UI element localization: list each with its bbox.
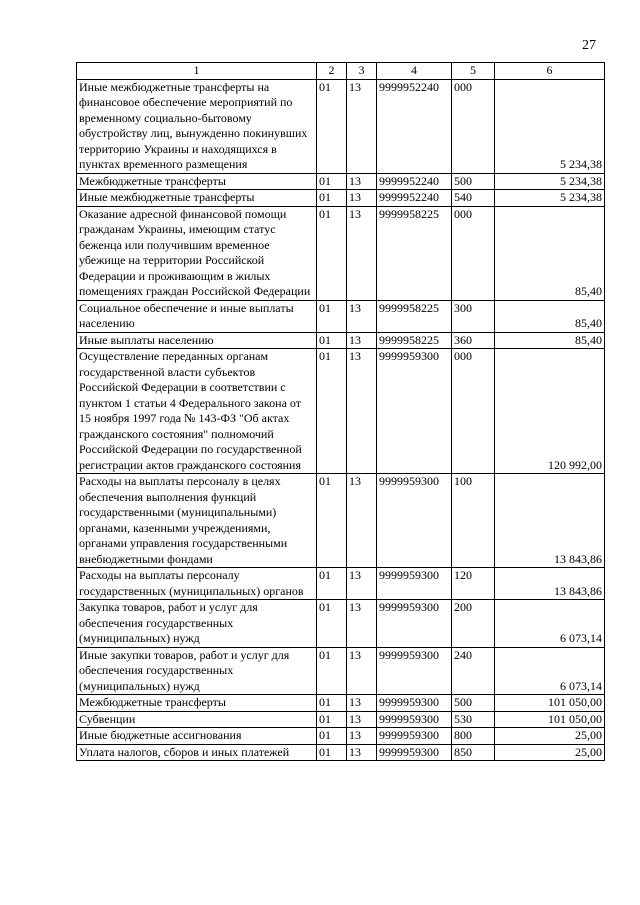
amount-cell: 120 992,00 bbox=[495, 349, 605, 474]
amount-cell: 101 050,00 bbox=[495, 711, 605, 728]
expense-type-cell: 120 bbox=[452, 568, 495, 600]
razdel-cell: 01 bbox=[317, 568, 347, 600]
table-row bbox=[77, 300, 605, 332]
budget-table bbox=[76, 62, 605, 761]
podrazdel-cell: 13 bbox=[347, 300, 377, 332]
amount-cell: 13 843,86 bbox=[495, 568, 605, 600]
name-cell: Расходы на выплаты персоналу в целях обеспечения выполнения функций государственными (муниципальными) органами, казенными учреждениями, органами управления государственными внебюджетными фондами bbox=[77, 474, 317, 568]
table-row bbox=[77, 332, 605, 349]
name-cell: Осуществление переданных органам государственной власти субъектов Российской Федерации в соответствии с пунктом 1 статьи 4 Федерального закона от 15 ноября 1997 года № 143-ФЗ "Об актах гражданского состояния" полномочий Российской Федерации по государственной регистрации актов гражданского состояния bbox=[77, 349, 317, 474]
amount-cell: 101 050,00 bbox=[495, 695, 605, 712]
target-article-cell: 9999958225 bbox=[377, 206, 452, 300]
razdel-cell: 01 bbox=[317, 728, 347, 745]
header-cell: 5 bbox=[452, 63, 495, 80]
amount-cell: 5 234,38 bbox=[495, 173, 605, 190]
expense-type-cell: 800 bbox=[452, 728, 495, 745]
table-row bbox=[77, 695, 605, 712]
table-row bbox=[77, 647, 605, 695]
table-row bbox=[77, 173, 605, 190]
razdel-cell: 01 bbox=[317, 206, 347, 300]
name-cell: Иные бюджетные ассигнования bbox=[77, 728, 317, 745]
expense-type-cell: 500 bbox=[452, 173, 495, 190]
table-row bbox=[77, 744, 605, 761]
amount-cell: 6 073,14 bbox=[495, 647, 605, 695]
amount-cell: 5 234,38 bbox=[495, 190, 605, 207]
table-row bbox=[77, 190, 605, 207]
expense-type-cell: 000 bbox=[452, 206, 495, 300]
table-row bbox=[77, 349, 605, 474]
podrazdel-cell: 13 bbox=[347, 728, 377, 745]
table-row bbox=[77, 568, 605, 600]
podrazdel-cell: 13 bbox=[347, 744, 377, 761]
razdel-cell: 01 bbox=[317, 300, 347, 332]
expense-type-cell: 300 bbox=[452, 300, 495, 332]
table-row bbox=[77, 79, 605, 173]
name-cell: Социальное обеспечение и иные выплаты населению bbox=[77, 300, 317, 332]
expense-type-cell: 200 bbox=[452, 600, 495, 648]
amount-cell: 85,40 bbox=[495, 332, 605, 349]
podrazdel-cell: 13 bbox=[347, 206, 377, 300]
name-cell: Иные закупки товаров, работ и услуг для обеспечения государственных (муниципальных) нужд bbox=[77, 647, 317, 695]
page-number: 27 bbox=[582, 38, 596, 53]
amount-cell: 85,40 bbox=[495, 300, 605, 332]
podrazdel-cell: 13 bbox=[347, 173, 377, 190]
target-article-cell: 9999952240 bbox=[377, 79, 452, 173]
target-article-cell: 9999958225 bbox=[377, 332, 452, 349]
expense-type-cell: 100 bbox=[452, 474, 495, 568]
razdel-cell: 01 bbox=[317, 79, 347, 173]
razdel-cell: 01 bbox=[317, 711, 347, 728]
header-cell: 6 bbox=[495, 63, 605, 80]
table-row bbox=[77, 711, 605, 728]
razdel-cell: 01 bbox=[317, 474, 347, 568]
name-cell: Иные выплаты населению bbox=[77, 332, 317, 349]
amount-cell: 13 843,86 bbox=[495, 474, 605, 568]
name-cell: Расходы на выплаты персоналу государственных (муниципальных) органов bbox=[77, 568, 317, 600]
header-cell: 4 bbox=[377, 63, 452, 80]
name-cell: Закупка товаров, работ и услуг для обеспечения государственных (муниципальных) нужд bbox=[77, 600, 317, 648]
expense-type-cell: 000 bbox=[452, 79, 495, 173]
amount-cell: 6 073,14 bbox=[495, 600, 605, 648]
podrazdel-cell: 13 bbox=[347, 647, 377, 695]
target-article-cell: 9999959300 bbox=[377, 744, 452, 761]
target-article-cell: 9999959300 bbox=[377, 600, 452, 648]
expense-type-cell: 530 bbox=[452, 711, 495, 728]
target-article-cell: 9999959300 bbox=[377, 711, 452, 728]
amount-cell: 85,40 bbox=[495, 206, 605, 300]
amount-cell: 25,00 bbox=[495, 744, 605, 761]
table-row bbox=[77, 206, 605, 300]
name-cell: Субвенции bbox=[77, 711, 317, 728]
expense-type-cell: 240 bbox=[452, 647, 495, 695]
target-article-cell: 9999958225 bbox=[377, 300, 452, 332]
name-cell: Межбюджетные трансферты bbox=[77, 173, 317, 190]
expense-type-cell: 850 bbox=[452, 744, 495, 761]
table-header-row bbox=[77, 63, 605, 80]
amount-cell: 5 234,38 bbox=[495, 79, 605, 173]
amount-cell: 25,00 bbox=[495, 728, 605, 745]
name-cell: Межбюджетные трансферты bbox=[77, 695, 317, 712]
table-row bbox=[77, 728, 605, 745]
header-cell: 3 bbox=[347, 63, 377, 80]
target-article-cell: 9999952240 bbox=[377, 173, 452, 190]
podrazdel-cell: 13 bbox=[347, 332, 377, 349]
header-cell: 1 bbox=[77, 63, 317, 80]
name-cell: Оказание адресной финансовой помощи гражданам Украины, имеющим статус беженца или получившим временное убежище на территории Российской Федерации и проживающим в жилых помещениях граждан Российской Федерации bbox=[77, 206, 317, 300]
razdel-cell: 01 bbox=[317, 600, 347, 648]
podrazdel-cell: 13 bbox=[347, 568, 377, 600]
expense-type-cell: 540 bbox=[452, 190, 495, 207]
target-article-cell: 9999959300 bbox=[377, 568, 452, 600]
podrazdel-cell: 13 bbox=[347, 349, 377, 474]
razdel-cell: 01 bbox=[317, 349, 347, 474]
podrazdel-cell: 13 bbox=[347, 190, 377, 207]
target-article-cell: 9999959300 bbox=[377, 647, 452, 695]
razdel-cell: 01 bbox=[317, 173, 347, 190]
table-row bbox=[77, 600, 605, 648]
expense-type-cell: 360 bbox=[452, 332, 495, 349]
header-cell: 2 bbox=[317, 63, 347, 80]
target-article-cell: 9999952240 bbox=[377, 190, 452, 207]
table-row bbox=[77, 474, 605, 568]
razdel-cell: 01 bbox=[317, 647, 347, 695]
podrazdel-cell: 13 bbox=[347, 79, 377, 173]
target-article-cell: 9999959300 bbox=[377, 695, 452, 712]
target-article-cell: 9999959300 bbox=[377, 728, 452, 745]
podrazdel-cell: 13 bbox=[347, 600, 377, 648]
name-cell: Уплата налогов, сборов и иных платежей bbox=[77, 744, 317, 761]
razdel-cell: 01 bbox=[317, 332, 347, 349]
expense-type-cell: 000 bbox=[452, 349, 495, 474]
razdel-cell: 01 bbox=[317, 695, 347, 712]
podrazdel-cell: 13 bbox=[347, 474, 377, 568]
razdel-cell: 01 bbox=[317, 744, 347, 761]
podrazdel-cell: 13 bbox=[347, 711, 377, 728]
target-article-cell: 9999959300 bbox=[377, 474, 452, 568]
podrazdel-cell: 13 bbox=[347, 695, 377, 712]
name-cell: Иные межбюджетные трансферты bbox=[77, 190, 317, 207]
expense-type-cell: 500 bbox=[452, 695, 495, 712]
razdel-cell: 01 bbox=[317, 190, 347, 207]
target-article-cell: 9999959300 bbox=[377, 349, 452, 474]
name-cell: Иные межбюджетные трансферты на финансовое обеспечение мероприятий по временному социально-бытовому обустройству лиц, вынужденно покинувших территорию Украины и находящихся в пунктах временного размещения bbox=[77, 79, 317, 173]
